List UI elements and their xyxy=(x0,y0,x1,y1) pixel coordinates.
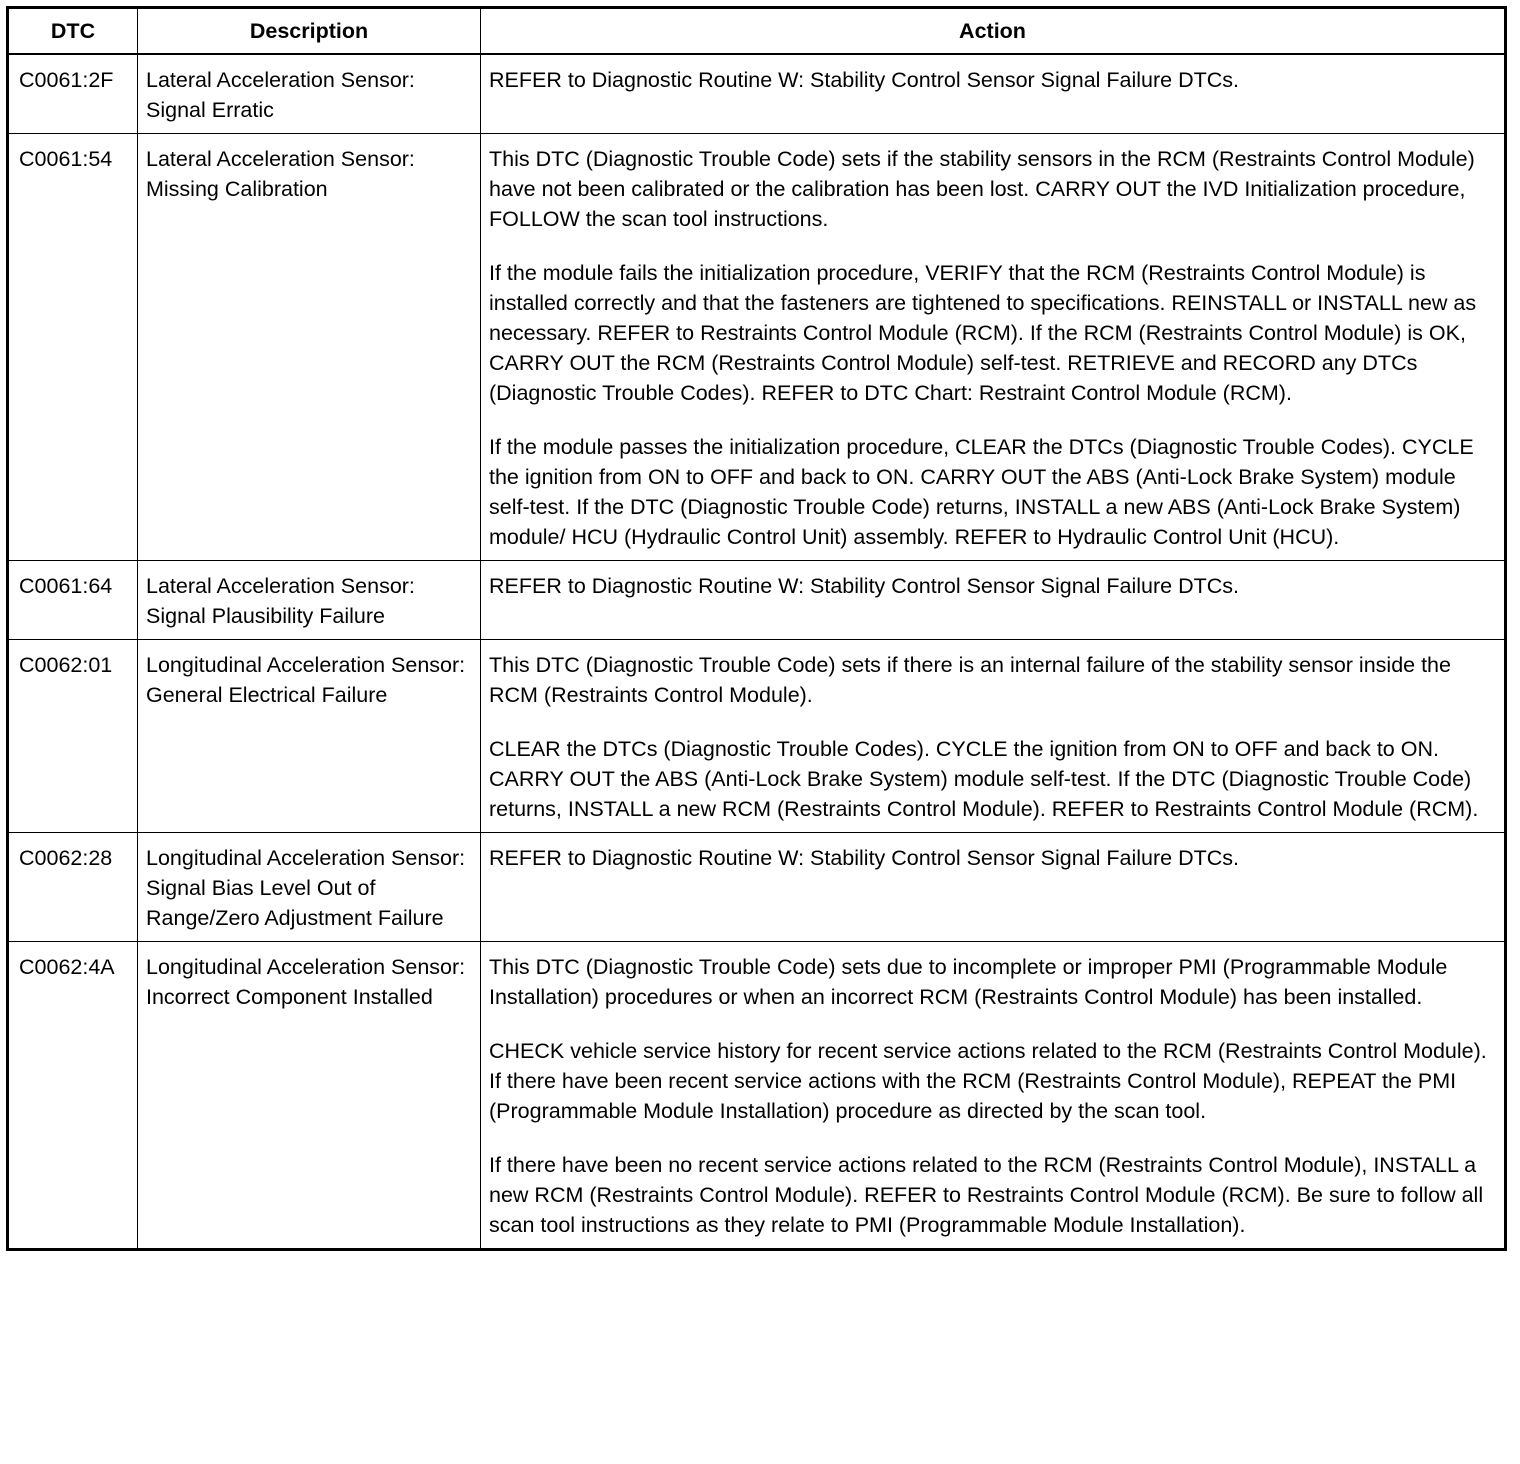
dtc-description: Longitudinal Acceleration Sensor: General Electrical Failure xyxy=(138,640,481,833)
dtc-description: Lateral Acceleration Sensor: Signal Plausibility Failure xyxy=(138,561,481,640)
action-paragraph: REFER to Diagnostic Routine W: Stability Control Sensor Signal Failure DTCs. xyxy=(489,574,1240,598)
dtc-code: C0061:54 xyxy=(8,134,138,561)
dtc-description: Longitudinal Acceleration Sensor: Signal Bias Level Out of Range/Zero Adjustment Failure xyxy=(138,833,481,942)
dtc-description: Longitudinal Acceleration Sensor: Incorrect Component Installed xyxy=(138,942,481,1250)
dtc-code: C0061:2F xyxy=(8,54,138,134)
action-paragraph: If there have been no recent service actions related to the RCM (Restraints Control Module), INSTALL a new RCM (Restraints Control Module). REFER to Restraints Control Module (RCM). Be sure to follow all scan tool instructions as they relate to PMI (Programmable Module Installation). xyxy=(489,1153,1484,1237)
table-row xyxy=(8,134,1506,561)
dtc-code: C0062:01 xyxy=(8,640,138,833)
dtc-description: Lateral Acceleration Sensor: Missing Calibration xyxy=(138,134,481,561)
dtc-code: C0061:64 xyxy=(8,561,138,640)
action-paragraph: REFER to Diagnostic Routine W: Stability Control Sensor Signal Failure DTCs. xyxy=(489,846,1240,870)
dtc-code: C0062:4A xyxy=(8,942,138,1250)
table-row xyxy=(8,942,1506,1250)
header-dtc: DTC xyxy=(8,8,138,55)
action-paragraph: CLEAR the DTCs (Diagnostic Trouble Codes). CYCLE the ignition from ON to OFF and back to ON. CARRY OUT the ABS (Anti-Lock Brake System) module self-test. If the DTC (Diagnostic Trouble Code) returns, INSTALL a new RCM (Restraints Control Module). REFER to Restraints Control Module (RCM). xyxy=(489,737,1479,821)
header-description: Description xyxy=(138,8,481,55)
action-paragraph: This DTC (Diagnostic Trouble Code) sets due to incomplete or improper PMI (Programmable Module Installation) procedures or when an incorrect RCM (Restraints Control Module) has been installed. xyxy=(489,955,1448,1009)
table-row xyxy=(8,640,1506,833)
header-action: Action xyxy=(481,8,1506,55)
dtc-action xyxy=(481,54,1506,134)
table-row xyxy=(8,54,1506,134)
dtc-table xyxy=(6,6,1507,1251)
dtc-action xyxy=(481,640,1506,833)
dtc-action xyxy=(481,134,1506,561)
dtc-action xyxy=(481,561,1506,640)
table-row xyxy=(8,561,1506,640)
header-row xyxy=(8,8,1506,55)
action-paragraph: REFER to Diagnostic Routine W: Stability Control Sensor Signal Failure DTCs. xyxy=(489,68,1240,92)
dtc-action xyxy=(481,942,1506,1250)
dtc-code: C0062:28 xyxy=(8,833,138,942)
table-row xyxy=(8,833,1506,942)
action-paragraph: This DTC (Diagnostic Trouble Code) sets if there is an internal failure of the stability sensor inside the RCM (Restraints Control Module). xyxy=(489,653,1451,707)
dtc-description: Lateral Acceleration Sensor: Signal Erratic xyxy=(138,54,481,134)
action-paragraph: If the module fails the initialization procedure, VERIFY that the RCM (Restraints Control Module) is installed correctly and that the fasteners are tightened to specifications. REINSTALL or INSTALL new as necessary. REFER to Restraints Control Module (RCM). If the RCM (Restraints Control Module) is OK, CARRY OUT the RCM (Restraints Control Module) self-test. RETRIEVE and RECORD any DTCs (Diagnostic Trouble Codes). REFER to DTC Chart: Restraint Control Module (RCM). xyxy=(489,261,1477,405)
action-paragraph: This DTC (Diagnostic Trouble Code) sets if the stability sensors in the RCM (Restraints Control Module) have not been calibrated or the calibration has been lost. CARRY OUT the IVD Initialization procedure, FOLLOW the scan tool instructions. xyxy=(489,147,1475,231)
action-paragraph: CHECK vehicle service history for recent service actions related to the RCM (Restraints Control Module). If there have been recent service actions with the RCM (Restraints Control Module), REPEAT the PMI (Programmable Module Installation) procedure as directed by the scan tool. xyxy=(489,1039,1487,1123)
dtc-action xyxy=(481,833,1506,942)
action-paragraph: If the module passes the initialization procedure, CLEAR the DTCs (Diagnostic Trouble Codes). CYCLE the ignition from ON to OFF and back to ON. CARRY OUT the ABS (Anti-Lock Brake System) module self-test. If the DTC (Diagnostic Trouble Code) returns, INSTALL a new ABS (Anti-Lock Brake System) module/ HCU (Hydraulic Control Unit) assembly. REFER to Hydraulic Control Unit (HCU). xyxy=(489,435,1474,549)
